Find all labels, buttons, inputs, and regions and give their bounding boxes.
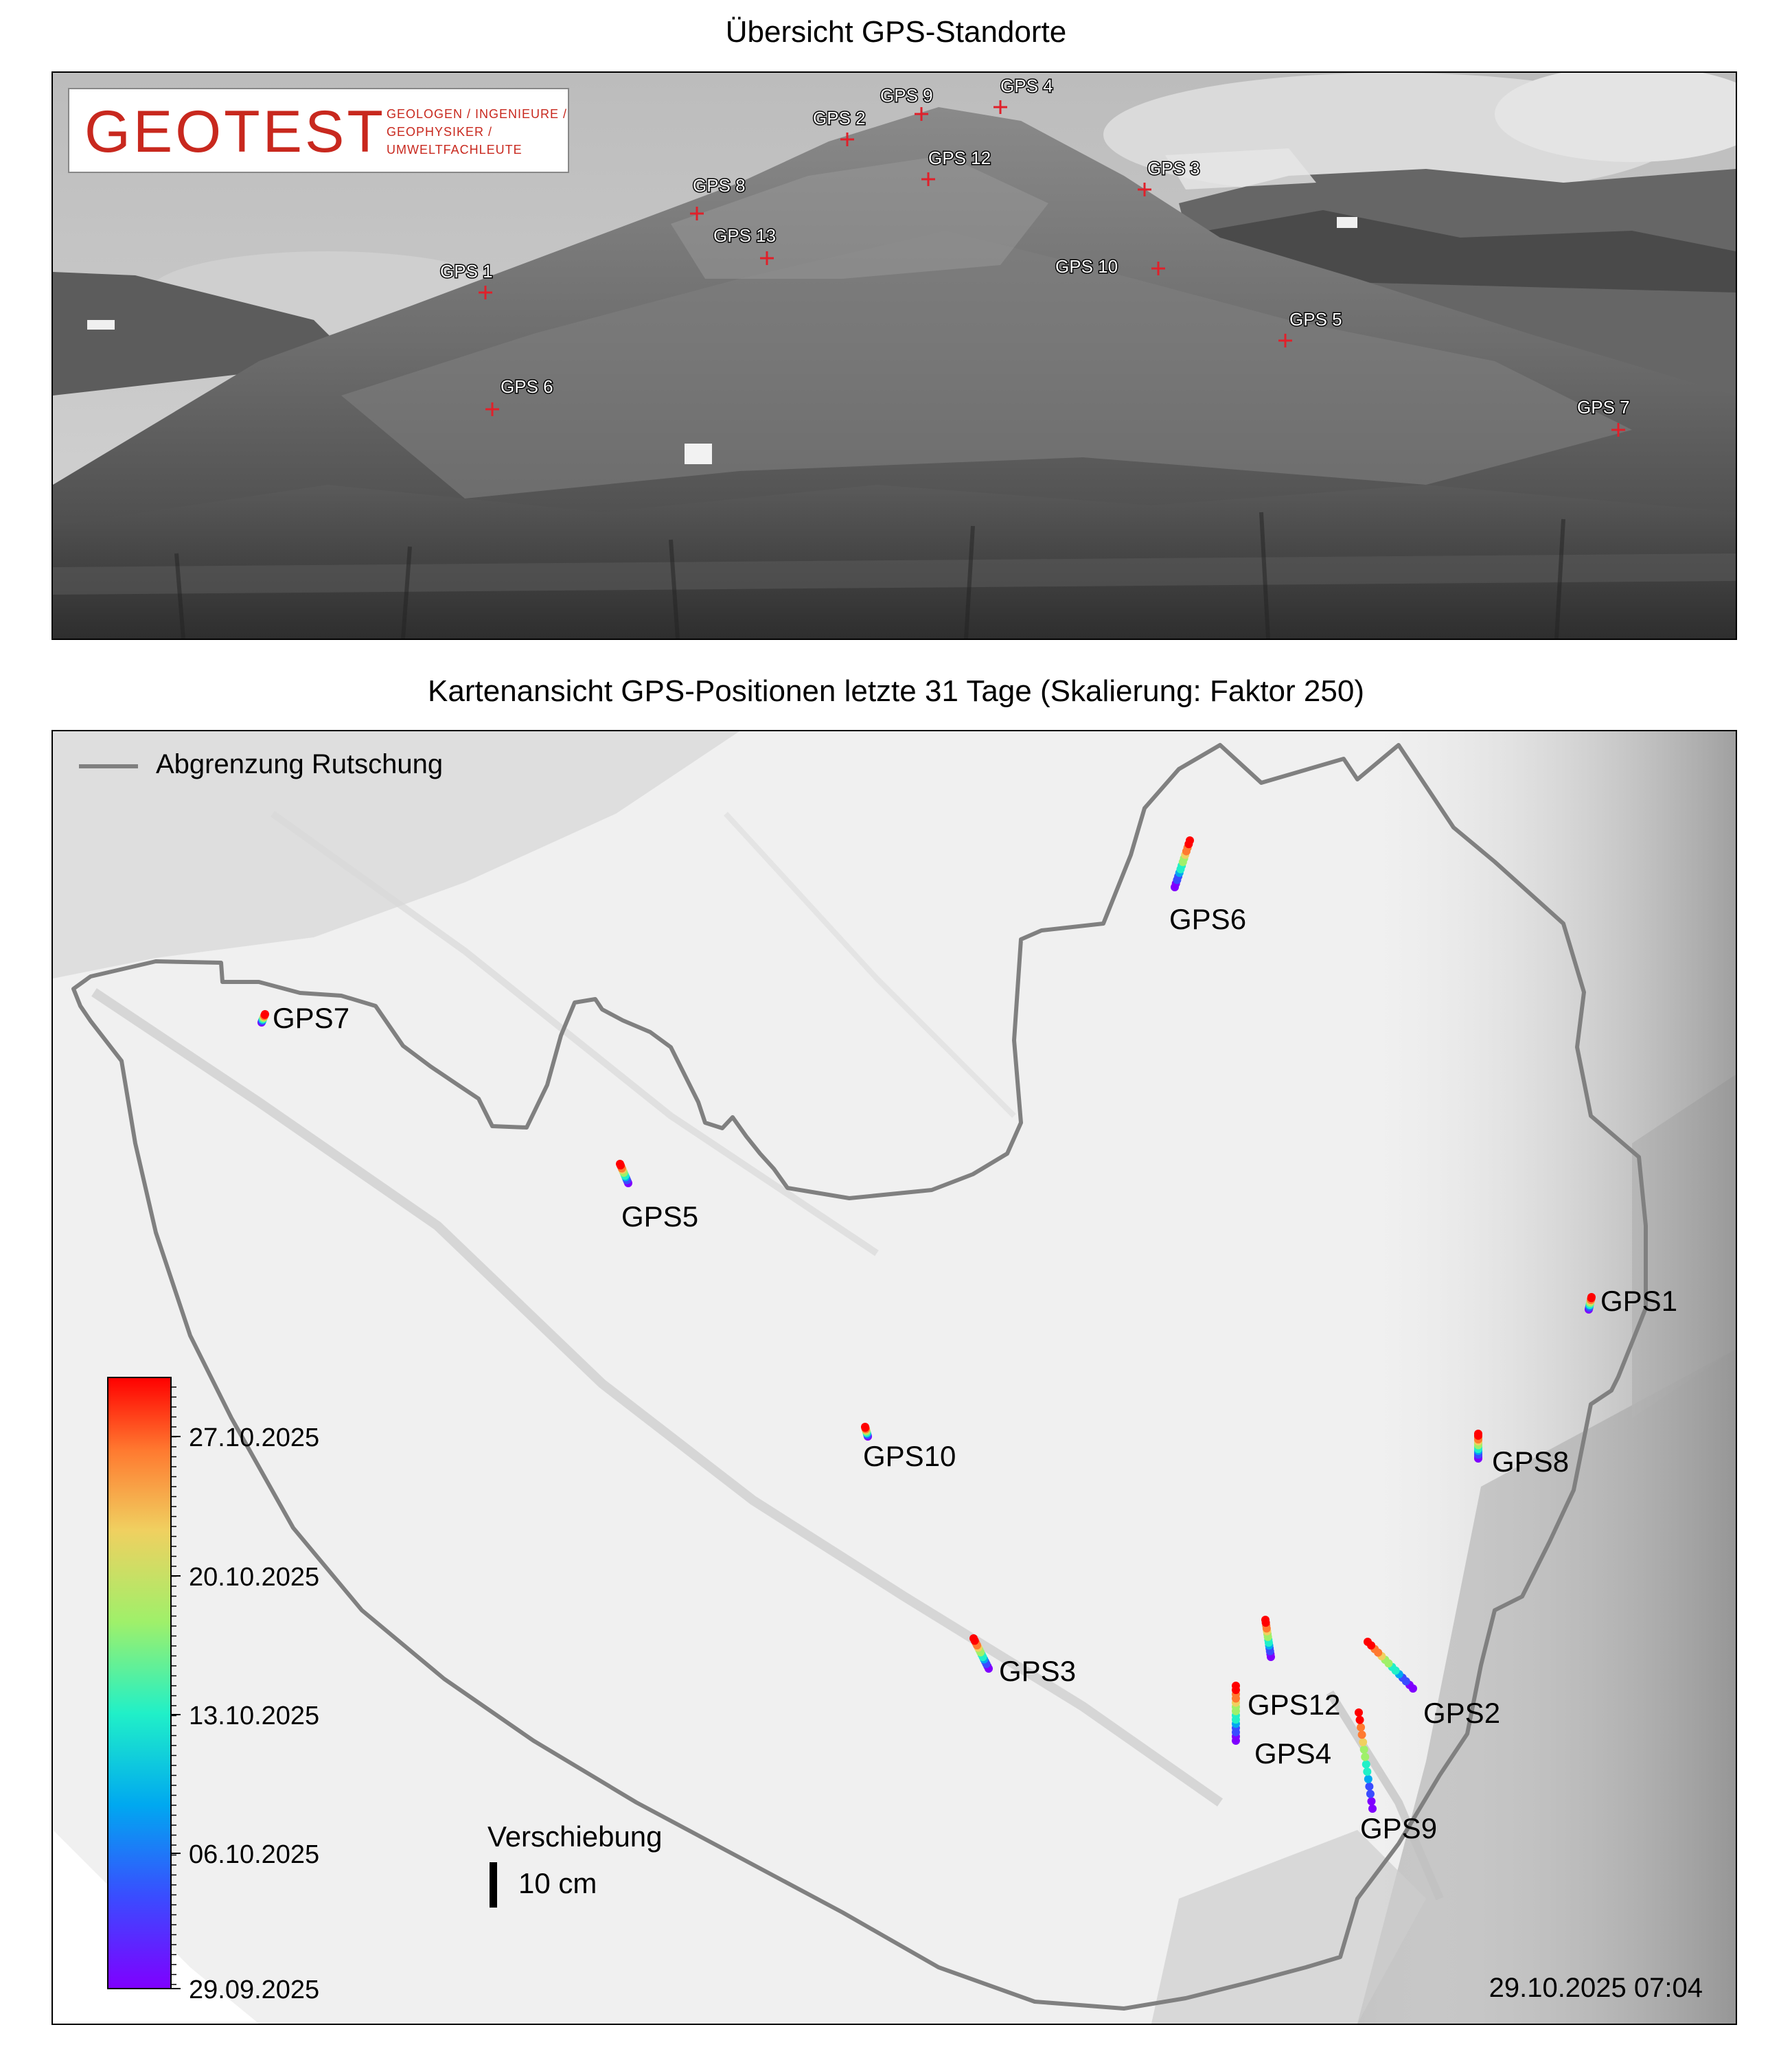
overview-marker-label: GPS 4 xyxy=(1000,76,1053,96)
map-title: Kartenansicht GPS-Positionen letzte 31 Tage (Skalierung: Faktor 250) xyxy=(428,674,1364,708)
overview-marker-label: GPS 7 xyxy=(1577,397,1630,417)
logo-tagline-3: UMWELTFACHLEUTE xyxy=(387,143,522,157)
overview-marker-label: GPS 13 xyxy=(713,225,777,246)
trajectory-gps8 xyxy=(1474,1430,1482,1463)
map-panel xyxy=(51,730,1737,2025)
logo-tagline-2: GEOPHYSIKER / xyxy=(387,125,493,139)
overview-marker-label: GPS 3 xyxy=(1147,158,1200,179)
colorbar-tick-label: 06.10.2025 xyxy=(189,1840,320,1869)
station-label-gps7: GPS7 xyxy=(273,1002,350,1034)
station-label-gps10: GPS10 xyxy=(863,1440,956,1472)
station-label-gps6: GPS6 xyxy=(1169,903,1247,935)
colorbar-tick-label: 27.10.2025 xyxy=(189,1423,320,1452)
overview-photo-panel xyxy=(51,71,1737,640)
legend-label: Abgrenzung Rutschung xyxy=(156,749,444,779)
timestamp: 29.10.2025 07:04 xyxy=(1489,1973,1703,2003)
overview-marker-label: GPS 5 xyxy=(1289,309,1342,330)
overview-marker-label: GPS 9 xyxy=(880,85,933,106)
trajectory-gps4 xyxy=(1232,1682,1240,1745)
station-label-gps4: GPS4 xyxy=(1254,1737,1332,1770)
overview-marker-label: GPS 12 xyxy=(928,148,991,168)
station-label-gps8: GPS8 xyxy=(1492,1445,1570,1478)
colorbar-tick-label: 29.09.2025 xyxy=(189,1976,320,2004)
hillshade-map xyxy=(53,731,1736,2024)
station-label-gps5: GPS5 xyxy=(621,1200,699,1233)
scalebar-bar xyxy=(490,1862,497,1908)
colorbar-tick-label: 20.10.2025 xyxy=(189,1563,320,1592)
legend-line-symbol xyxy=(79,764,138,768)
colorbar xyxy=(108,1377,171,1989)
geotest-logo xyxy=(68,88,569,173)
scalebar-label: 10 cm xyxy=(518,1867,597,1899)
logo-tagline-1: GEOLOGEN / INGENIEURE / xyxy=(387,107,568,121)
logo-brand: GEOTEST xyxy=(84,99,386,165)
legend-box xyxy=(67,746,492,786)
overview-marker-label: GPS 10 xyxy=(1055,256,1118,277)
overview-marker-label: GPS 1 xyxy=(440,261,493,282)
station-label-gps9: GPS9 xyxy=(1360,1812,1438,1844)
overview-marker-label: GPS 8 xyxy=(693,175,746,196)
colorbar-tick-label: 13.10.2025 xyxy=(189,1702,320,1730)
scalebar-title: Verschiebung xyxy=(487,1820,663,1853)
overview-title: Übersicht GPS-Standorte xyxy=(725,15,1067,49)
station-label-gps1: GPS1 xyxy=(1600,1285,1678,1317)
station-label-gps3: GPS3 xyxy=(999,1655,1077,1687)
overview-marker-label: GPS 6 xyxy=(501,376,553,397)
overview-marker-label: GPS 2 xyxy=(813,108,866,128)
station-label-gps2: GPS2 xyxy=(1423,1697,1501,1729)
station-label-gps12: GPS12 xyxy=(1248,1689,1341,1721)
